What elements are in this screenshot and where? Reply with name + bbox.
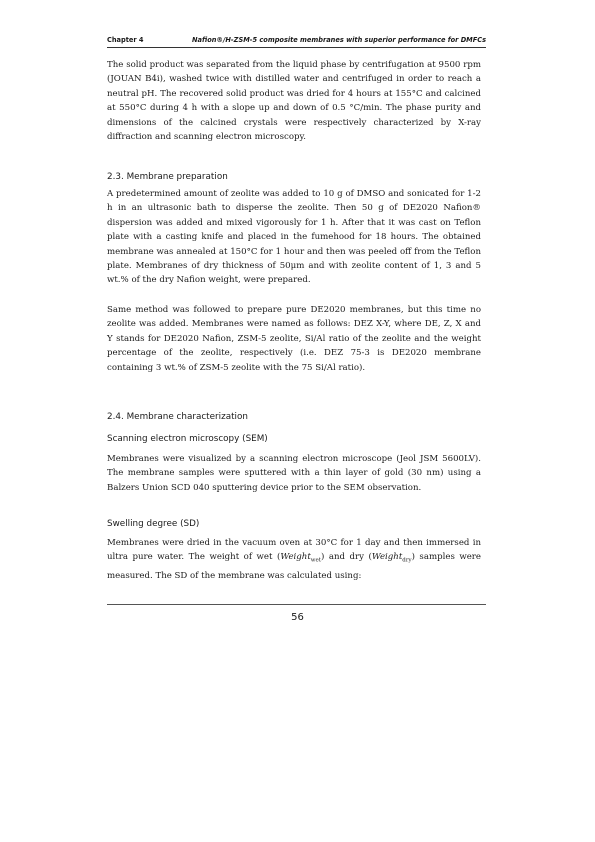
paragraph-intro: The solid product was separated from the liquid phase by centrifugation at 9500 rpm (JOUAN B4i), washed twice with distilled water and centrifuged in order to reach a neutral pH. The recovered solid product was dried for 4 hours at 155°C and calcined at 550°C during 4 h with a slope up and down of 0.5 °C/min. The phase purity and dimensions of the calcined crystals were respectively characterized by X-ray diffraction and scanning electron microscopy. xyxy=(107,60,481,143)
sd-text-part2: ) and dry ( xyxy=(320,552,372,563)
page-number: 56 xyxy=(291,612,304,623)
header-chapter: Chapter 4 xyxy=(107,36,144,44)
subheading-swelling-degree: Swelling degree (SD) xyxy=(107,519,200,529)
header-rule xyxy=(107,47,486,48)
paragraph-sem: Membranes were visualized by a scanning electron microscope (Jeol JSM 5600LV). The membrane samples were sputtered with a thin layer of gold (30 nm) using a Balzers Union SCD 040 sputtering device prior to the SEM observation. xyxy=(107,454,481,493)
header-title: Nafion®/H-ZSM-5 composite membranes with superior performance for DMFCs xyxy=(192,36,486,44)
dry-weight-subscript: dry xyxy=(402,558,412,565)
subheading-sem: Scanning electron microscopy (SEM) xyxy=(107,434,268,444)
paragraph-membrane-preparation-1: A predetermined amount of zeolite was added to 10 g of DMSO and sonicated for 1-2 h in an ultrasonic bath to disperse the zeolite. Then 50 g of DE2020 Nafion® dispersion was added and mixed vigorously for 1 h. After that it was cast on Teflon plate with a casting knife and placed in the fumehood for 18 hours. The obtained membrane was annealed at 150°C for 1 hour and then was peeled off from the Teflon plate. Membranes of dry thickness of 50μm and with zeolite content of 1, 3 and 5 wt.% of the dry Nafion weight, were prepared. xyxy=(107,189,481,286)
wet-weight-subscript: wet xyxy=(310,558,321,565)
sd-text-part1: Membranes were dried in the vacuum oven at 30°C for 1 day and then immersed in ultra pure water. The weight of wet ( xyxy=(107,538,481,563)
footer-rule xyxy=(107,604,486,605)
sd-text-part3: ) samples were measured. The SD of the membrane was calculated using: xyxy=(107,552,481,581)
section-heading-membrane-preparation: 2.3. Membrane preparation xyxy=(107,172,228,182)
paragraph-membrane-preparation-2: Same method was followed to prepare pure DE2020 membranes, but this time no zeolite was added. Membranes were named as follows: DEZ X-Y, where DE, Z, X and Y stands for DE2020 Nafion, ZSM-5 zeolite, Si/Al ratio of the zeolite and the weight percentage of the zeolite, respectively (i.e. DEZ 75-3 is DE2020 membrane containing 3 wt.% of ZSM-5 zeolite with the 75 Si/Al ratio). xyxy=(107,305,481,373)
wet-weight-variable: Weight xyxy=(280,552,311,563)
paragraph-swelling-degree xyxy=(107,536,481,583)
section-heading-membrane-characterization: 2.4. Membrane characterization xyxy=(107,412,248,422)
dry-weight-variable: Weight xyxy=(371,552,403,563)
